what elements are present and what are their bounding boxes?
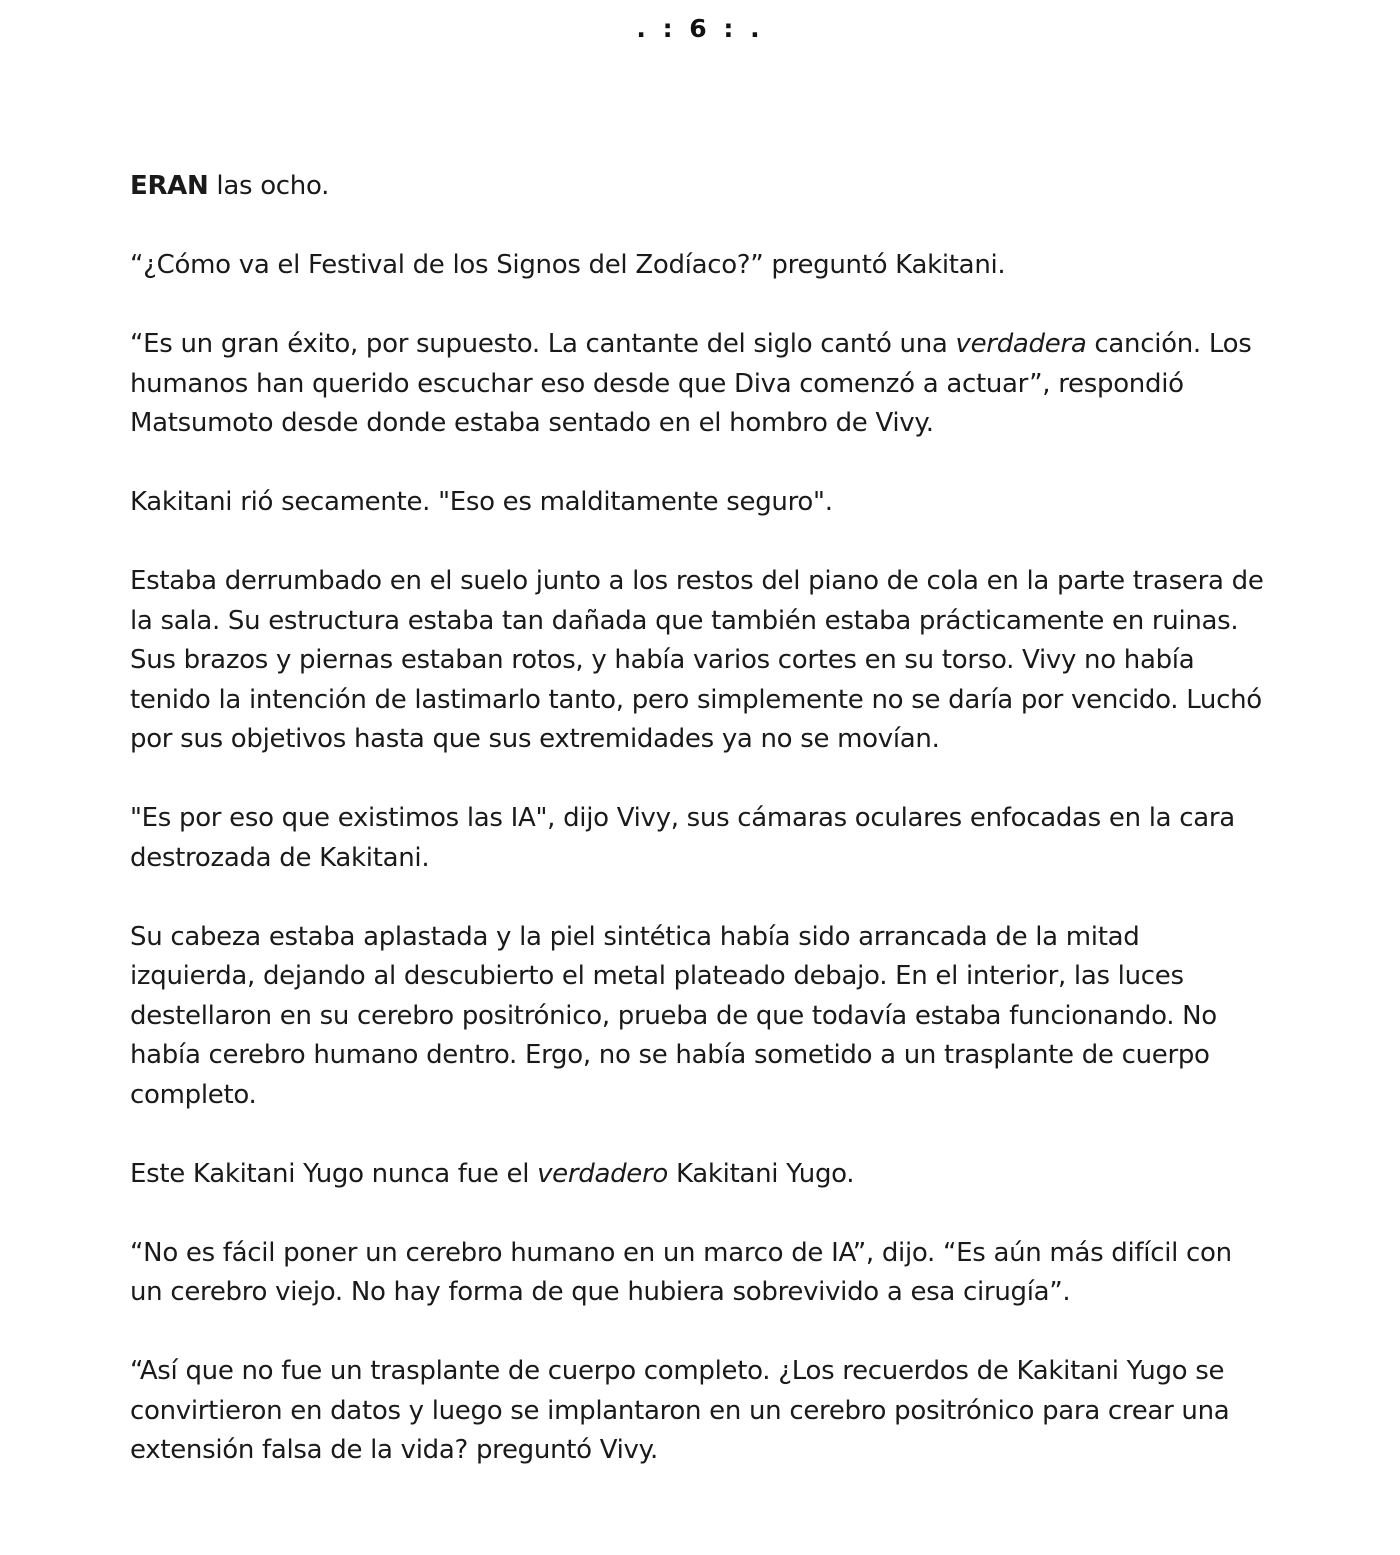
paragraph-text: canción. Los humanos han querido escuchar eso desde que Diva comenzó a actuar”, respondió Matsumoto desde donde estaba sentado en el hombro de Vivy. xyxy=(130,329,1252,438)
paragraph xyxy=(130,799,1270,878)
paragraph xyxy=(130,562,1270,760)
paragraph-text: “No es fácil poner un cerebro humano en un marco de IA”, dijo. “Es aún más difícil con un cerebro viejo. No hay forma de que hubiera sobrevivido a esa cirugía”. xyxy=(130,1237,1232,1307)
paragraph xyxy=(130,1234,1270,1313)
emphasis-text: verdadero xyxy=(537,1158,668,1189)
page-number: . : 6 : . xyxy=(636,14,764,43)
paragraph-text: “Así que no fue un trasplante de cuerpo completo. ¿Los recuerdos de Kakitani Yugo se convirtieron en datos y luego se implantaron en un cerebro positrónico para crear una extensión falsa de la vida? preguntó Vivy. xyxy=(130,1356,1230,1465)
paragraph-text: Este Kakitani Yugo nunca fue el xyxy=(130,1158,538,1189)
drop-word: ERAN xyxy=(130,171,209,201)
chapter-body xyxy=(130,167,1270,1510)
paragraph-text: Su cabeza estaba aplastada y la piel sintética había sido arrancada de la mitad izquierda, dejando al descubierto el metal plateado debajo. En el interior, las luces destellaron en su cerebro positrónico, prueba de que todavía estaba funcionando. No había cerebro humano dentro. Ergo, no se había sometido a un trasplante de cuerpo completo. xyxy=(130,921,1217,1110)
paragraph-text: "Es por eso que existimos las IA", dijo Vivy, sus cámaras oculares enfocadas en la cara destrozada de Kakitani. xyxy=(130,803,1235,873)
paragraph-text: “Es un gran éxito, por supuesto. La cantante del siglo cantó una xyxy=(130,329,956,359)
emphasis-text: verdadera xyxy=(955,329,1087,359)
paragraph xyxy=(130,167,1270,207)
paragraph-text: Kakitani Yugo. xyxy=(668,1158,855,1189)
paragraph xyxy=(130,325,1270,444)
paragraph xyxy=(130,1155,1270,1195)
paragraph-text: “¿Cómo va el Festival de los Signos del Zodíaco?” preguntó Kakitani. xyxy=(130,250,1006,280)
paragraph-text: Kakitani rió secamente. "Eso es malditamente seguro". xyxy=(130,487,833,517)
paragraph xyxy=(130,918,1270,1116)
paragraph xyxy=(130,1352,1270,1471)
paragraph xyxy=(130,483,1270,523)
paragraph xyxy=(130,246,1270,286)
paragraph-text: las ocho. xyxy=(208,171,330,201)
paragraph-text: Estaba derrumbado en el suelo junto a los restos del piano de cola en la parte trasera de la sala. Su estructura estaba tan dañada que también estaba prácticamente en ruinas. Sus brazos y piernas estaban rotos, y había varios cortes en su torso. Vivy no había tenido la intención de lastimarlo tanto, pero simplemente no se daría por vencido. Luchó por sus objetivos hasta que sus extremidades ya no se movían. xyxy=(130,566,1264,754)
